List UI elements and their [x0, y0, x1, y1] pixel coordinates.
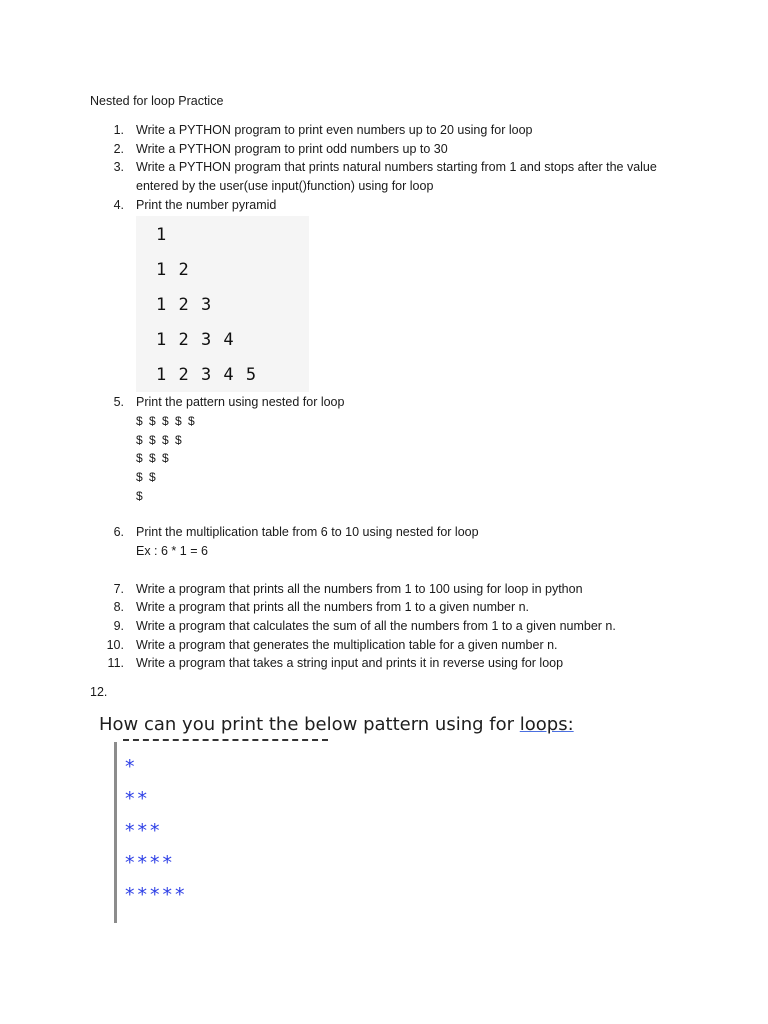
star-row: * [125, 756, 138, 778]
vertical-bar [114, 742, 117, 923]
star-pattern-heading [99, 714, 574, 735]
pyramid-row: 1 2 3 4 5 [156, 365, 257, 385]
item-text: Write a PYTHON program to print even numbers up to 20 using for loop [136, 123, 533, 137]
dollar-pattern-row: $ [136, 489, 143, 503]
star-row: *** [125, 820, 163, 842]
item-text: Write a PYTHON program that prints natural numbers starting from 1 and stops after the value [136, 160, 657, 174]
star-heading-prefix: How can you print the below pattern using for [99, 714, 520, 735]
item-text: Write a program that calculates the sum of all the numbers from 1 to a given number n. [136, 619, 616, 633]
item-text-continuation: entered by the user(use input()function) using for loop [136, 179, 434, 193]
item-number: 3. [113, 160, 124, 174]
item-number: 5. [113, 395, 124, 409]
item-number: 12. [90, 685, 108, 699]
dollar-pattern-row: $ $ $ $ $ [136, 414, 195, 428]
item-text: Write a program that takes a string input and prints it in reverse using for loop [136, 656, 564, 670]
dollar-pattern-row: $ $ $ $ [136, 433, 182, 447]
dollar-pattern-row: $ $ $ [136, 451, 169, 465]
document-title: Nested for loop Practice [90, 94, 224, 108]
item-number: 6. [113, 525, 124, 539]
dollar-pattern-row: $ $ [136, 470, 156, 484]
item-example: Ex : 6 * 1 = 6 [136, 544, 208, 558]
item-text: Write a PYTHON program to print odd numbers up to 30 [136, 142, 448, 156]
item-number: 1. [113, 123, 124, 137]
item-number: 10. [106, 638, 124, 652]
star-row: ** [125, 788, 150, 810]
item-text: Print the multiplication table from 6 to 10 using nested for loop [136, 525, 479, 539]
item-text: Print the number pyramid [136, 198, 277, 212]
item-number: 9. [113, 619, 124, 633]
star-heading-link: loops: [519, 714, 574, 735]
item-text: Write a program that generates the multiplication table for a given number n. [136, 638, 558, 652]
item-text: Print the pattern using nested for loop [136, 395, 345, 409]
item-number: 8. [113, 600, 124, 614]
item-number: 4. [113, 198, 124, 212]
item-number: 7. [113, 582, 124, 596]
item-text: Write a program that prints all the numbers from 1 to a given number n. [136, 600, 530, 614]
pyramid-row: 1 2 3 4 [156, 330, 234, 350]
pyramid-row: 1 2 3 [156, 295, 212, 315]
number-pyramid-image [136, 216, 309, 392]
star-row: **** [125, 852, 175, 874]
item-number: 11. [107, 656, 124, 670]
star-row: ***** [125, 884, 188, 906]
item-text: Write a program that prints all the numbers from 1 to 100 using for loop in python [136, 582, 583, 596]
dashed-underline [123, 739, 328, 741]
item-number: 2. [113, 142, 124, 156]
pyramid-row: 1 2 [156, 260, 189, 280]
pyramid-row: 1 [156, 225, 167, 245]
